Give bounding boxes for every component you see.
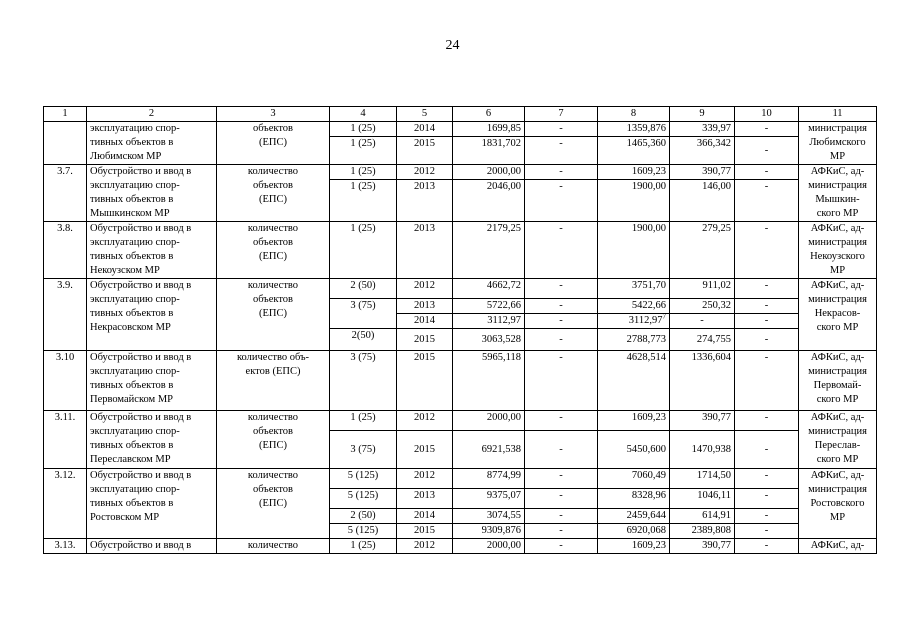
header-cell: 2	[87, 107, 217, 122]
row-number: 3.13.	[44, 539, 87, 554]
row-description: Обустройство и ввод в эксплуатацию спор- тивных объектов в Некрасовском МР	[87, 279, 217, 351]
row-executor: АФКиС, ад- министрация Некоузского МР	[799, 222, 877, 279]
table-row: 1 (25) 2015 1831,702 - 1465,360 366,342 -	[44, 137, 877, 165]
row-executor: АФКиС, ад-	[799, 539, 877, 554]
row-unit: количество объектов (ЕПС)	[217, 279, 330, 351]
row-unit: количество объектов (ЕПС)	[217, 222, 330, 279]
header-cell: 7	[525, 107, 598, 122]
table-row: 3 (75) 2013 5722,66 - 5422,66 250,32 -	[44, 299, 877, 314]
row-executor: министрация Любимского МР	[799, 122, 877, 165]
header-cell: 6	[453, 107, 525, 122]
row-unit: объектов (ЕПС)	[217, 122, 330, 165]
row-number: 3.8.	[44, 222, 87, 279]
table-row: 1 (25) 2013 2046,00 - 1900,00 146,00 -	[44, 180, 877, 222]
header-cell: 11	[799, 107, 877, 122]
row-number: 3.10	[44, 351, 87, 411]
header-cell: 3	[217, 107, 330, 122]
table-row: 2014 3112,97 - 3112,97$^7$ - -	[44, 314, 877, 329]
table-row: 2(50) 2015 3063,528 - 2788,773 274,755 -	[44, 329, 877, 351]
row-unit: количество объ- ектов (ЕПС)	[217, 351, 330, 411]
row-description: Обустройство и ввод в эксплуатацию спор- тивных объектов в Первомайском МР	[87, 351, 217, 411]
table-row: 3.11. Обустройство и ввод в эксплуатацию спор- тивных объектов в Переславском МР количество объектов (ЕПС) 1 (25) 2012 2000,00 - 1609,23 390,77 - АФКиС, ад- министрация Переслав- ского МР	[44, 411, 877, 431]
table-row: 3.10 Обустройство и ввод в эксплуатацию спор- тивных объектов в Первомайском МР количество объ- ектов (ЕПС) 3 (75) 2015 5965,118 - 4628,514 1336,604 - АФКиС, ад- министрация Первомай- ского МР	[44, 351, 877, 411]
row-number: 3.11.	[44, 411, 87, 469]
row-unit: количество объектов (ЕПС)	[217, 411, 330, 469]
table-row: 3 (75) 2015 6921,538 - 5450,600 1470,938 -	[44, 431, 877, 469]
table-row: эксплуатацию спор- тивных объектов в Любимском МР объектов (ЕПС) 1 (25) 2014 1699,85 - 1359,876 339,97 - министрация Любимского МР	[44, 122, 877, 137]
table-row: 5 (125) 2015 9309,876 - 6920,068 2389,808 -	[44, 524, 877, 539]
header-cell: 1	[44, 107, 87, 122]
table-row: 3.7. Обустройство и ввод в эксплуатацию спор- тивных объектов в Мышкинском МР количество объектов (ЕПС) 1 (25) 2012 2000,00 - 1609,23 390,77 - АФКиС, ад- министрация Мышкин- ского МР	[44, 165, 877, 180]
row-executor: АФКиС, ад- министрация Некрасов- ского МР	[799, 279, 877, 351]
row-number	[44, 122, 87, 165]
row-number: 3.12.	[44, 469, 87, 539]
table-row: 3.12. Обустройство и ввод в эксплуатацию спор- тивных объектов в Ростовском МР количество объектов (ЕПС) 5 (125) 2012 8774,99 - 7060,49 1714,50 - АФКиС, ад- министрация Ростовского МР	[44, 469, 877, 489]
table-row: 5 (125) 2013 9375,07 - 8328,96 1046,11 -	[44, 489, 877, 509]
row-number: 3.9.	[44, 279, 87, 351]
row-unit: количество	[217, 539, 330, 554]
table-header	[44, 107, 877, 122]
table-row: 3.8. Обустройство и ввод в эксплуатацию спор- тивных объектов в Некоузском МР количество объектов (ЕПС) 1 (25) 2013 2179,25 - 1900,00 279,25 - АФКиС, ад- министрация Некоузского МР	[44, 222, 877, 279]
row-number: 3.7.	[44, 165, 87, 222]
header-cell: 4	[330, 107, 397, 122]
header-cell: 8	[598, 107, 670, 122]
footnote-marker: 7	[662, 313, 666, 321]
header-cell: 10	[735, 107, 799, 122]
header-cell: 5	[397, 107, 453, 122]
table-row: 3.9. Обустройство и ввод в эксплуатацию спор- тивных объектов в Некрасовском МР количество объектов (ЕПС) 2 (50) 2012 4662,72 - 3751,70 911,02 - АФКиС, ад- министрация Некрасов- ского МР	[44, 279, 877, 299]
row-description: эксплуатацию спор- тивных объектов в Любимском МР	[87, 122, 217, 165]
row-description: Обустройство и ввод в эксплуатацию спор- тивных объектов в Ростовском МР	[87, 469, 217, 539]
row-unit: количество объектов (ЕПС)	[217, 469, 330, 539]
row-executor: АФКиС, ад- министрация Мышкин- ского МР	[799, 165, 877, 222]
row-executor: АФКиС, ад- министрация Первомай- ского МР	[799, 351, 877, 411]
row-description: Обустройство и ввод в эксплуатацию спор- тивных объектов в Мышкинском МР	[87, 165, 217, 222]
row-description: Обустройство и ввод в эксплуатацию спор- тивных объектов в Переславском МР	[87, 411, 217, 469]
table-row: 2 (50) 2014 3074,55 - 2459,644 614,91 -	[44, 509, 877, 524]
row-unit: количество объектов (ЕПС)	[217, 165, 330, 222]
row-description: Обустройство и ввод в эксплуатацию спор- тивных объектов в Некоузском МР	[87, 222, 217, 279]
header-cell: 9	[670, 107, 735, 122]
program-table	[43, 106, 877, 554]
table-row: 3.13. Обустройство и ввод в количество 1 (25) 2012 2000,00 - 1609,23 390,77 - АФКиС, ад-	[44, 539, 877, 554]
row-executor: АФКиС, ад- министрация Переслав- ского МР	[799, 411, 877, 469]
page-number: 24	[445, 38, 460, 53]
row-executor: АФКиС, ад- министрация Ростовского МР	[799, 469, 877, 539]
row-description: Обустройство и ввод в	[87, 539, 217, 554]
